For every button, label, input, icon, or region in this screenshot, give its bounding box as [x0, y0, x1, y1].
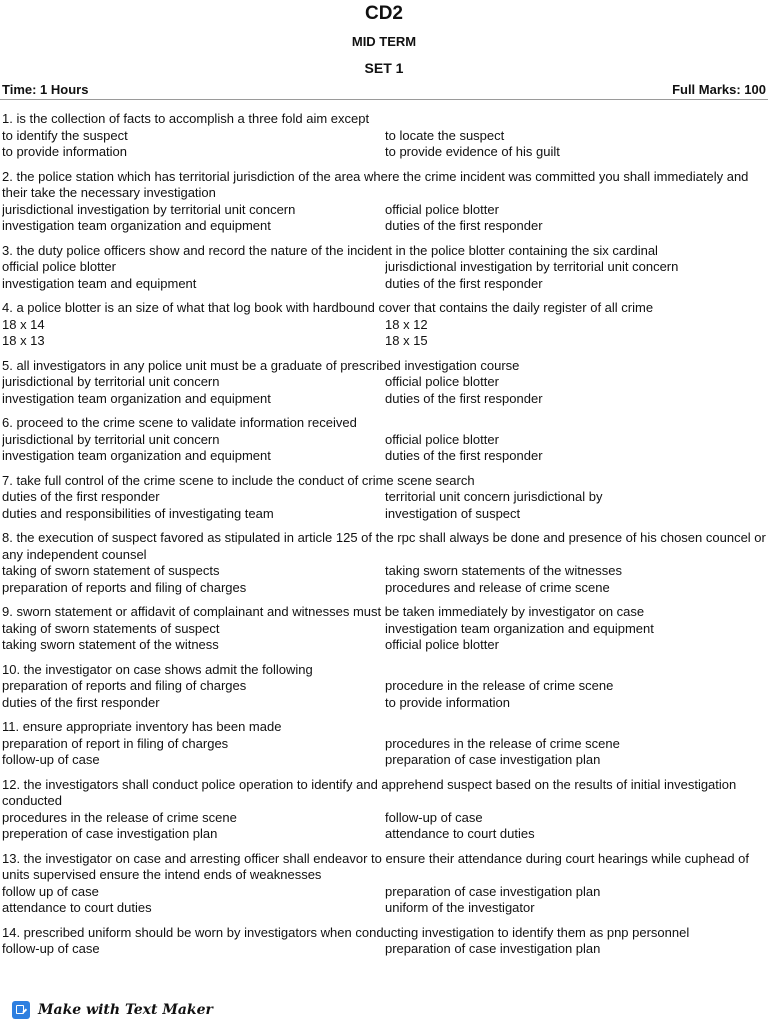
question-item [2, 358, 766, 408]
answer-option: to provide information [385, 694, 511, 710]
answer-option: taking of sworn statements of suspect [2, 620, 220, 636]
answer-option: procedures in the release of crime scene [2, 809, 237, 825]
exam-subtitle: MID TERM [351, 34, 417, 49]
full-marks-label: Full Marks: 100 [672, 82, 766, 97]
answer-option: to provide information [2, 144, 128, 159]
answer-option: jurisdictional investigation by territorial unit concern [385, 259, 679, 274]
answer-options [2, 678, 766, 711]
answer-option: investigation team organization and equipment [2, 448, 271, 463]
answer-option: investigation team organization and equipment [385, 620, 654, 636]
answer-option: 18 x 13 [2, 333, 45, 348]
question-item [2, 662, 766, 712]
answer-option: procedures in the release of crime scene [385, 735, 620, 751]
text-maker-footer[interactable] [12, 1000, 213, 1020]
footer-text: Make with Text Maker [38, 1002, 213, 1018]
time-label: Time: 1 Hours [2, 82, 89, 97]
answer-options [2, 259, 766, 292]
answer-option: jurisdictional by territorial unit concern [2, 374, 220, 389]
answer-option: 18 x 12 [385, 316, 428, 332]
question-text: 13. the investigator on case and arresting officer shall endeavor to ensure their attendance during court hearings while cuphead of units supervised ensure the intend ends of weaknesses [2, 850, 750, 882]
exam-set: SET 1 [364, 60, 404, 76]
question-item [2, 473, 766, 523]
answer-options [2, 202, 766, 235]
question-item [2, 925, 766, 958]
answer-option: official police blotter [385, 201, 499, 217]
answer-option: preparation of report in filing of charges [2, 735, 229, 751]
answer-option: official police blotter [2, 259, 116, 274]
answer-option: territorial unit concern jurisdictional by [385, 489, 603, 504]
answer-option: preparation of case investigation plan [385, 752, 601, 767]
question-item [2, 415, 766, 465]
question-text: 1. is the collection of facts to accomplish a three fold aim except [2, 111, 370, 126]
answer-options [2, 317, 766, 350]
answer-options [2, 563, 766, 596]
question-text: 10. the investigator on case shows admit the following [2, 661, 313, 677]
question-text: 5. all investigators in any police unit must be a graduate of prescribed investigation course [2, 357, 520, 373]
answer-options [2, 374, 766, 407]
answer-option: duties of the first responder [385, 390, 543, 406]
answer-option: investigation team and equipment [2, 275, 197, 291]
exam-meta-row [0, 81, 768, 100]
question-item [2, 530, 766, 596]
answer-option: official police blotter [385, 637, 499, 652]
question-text: 2. the police station which has territorial jurisdiction of the area where the crime incident was committed you shall immediately and their take the necessary investigation [2, 168, 749, 200]
answer-options [2, 884, 766, 917]
answer-option: jurisdictional investigation by territorial unit concern [2, 201, 296, 217]
answer-option: duties of the first responder [385, 275, 543, 291]
document-header [0, 0, 768, 80]
answer-option: follow-up of case [385, 809, 483, 825]
answer-option: duties of the first responder [2, 694, 160, 710]
question-list [0, 111, 768, 958]
answer-option: to locate the suspect [385, 127, 505, 143]
page-title: CD2 [364, 3, 403, 24]
answer-option: attendance to court duties [385, 826, 535, 841]
answer-option: taking of sworn statement of suspects [2, 563, 220, 578]
answer-option: attendance to court duties [2, 900, 152, 915]
answer-option: duties of the first responder [385, 448, 543, 463]
answer-options [2, 736, 766, 769]
answer-option: to identify the suspect [2, 127, 128, 143]
question-text: 4. a police blotter is an size of what that log book with hardbound cover that contains the daily register of all crime [2, 300, 654, 315]
question-text: 3. the duty police officers show and record the nature of the incident in the police blotter containing the six cardinal [2, 242, 658, 258]
answer-option: investigation of suspect [385, 505, 521, 521]
answer-option: taking sworn statement of the witness [2, 637, 219, 652]
answer-option: follow-up of case [2, 752, 100, 767]
answer-options [2, 941, 766, 958]
answer-option: follow-up of case [2, 941, 100, 956]
answer-option: procedure in the release of crime scene [385, 678, 614, 693]
question-text: 14. prescribed uniform should be worn by investigators when conducting investigation to identify them as pnp personnel [2, 924, 690, 940]
question-item [2, 719, 766, 769]
question-text: 12. the investigators shall conduct police operation to identify and apprehend suspect based on the results of initial investigation conducted [2, 776, 737, 808]
answer-option: to provide evidence of his guilt [385, 144, 560, 159]
question-item [2, 300, 766, 350]
answer-option: 18 x 15 [385, 333, 428, 348]
answer-option: uniform of the investigator [385, 900, 535, 915]
answer-options [2, 432, 766, 465]
answer-option: follow up of case [2, 883, 99, 899]
answer-option: preparation of case investigation plan [385, 941, 601, 956]
answer-option: duties of the first responder [385, 218, 543, 233]
answer-option: procedures and release of crime scene [385, 579, 610, 595]
question-text: 8. the execution of suspect favored as stipulated in article 125 of the rpc shall always be done and presence of his chosen councel or any independent counsel [2, 530, 766, 562]
answer-option: preperation of case investigation plan [2, 826, 218, 841]
answer-option: taking sworn statements of the witnesses [385, 563, 623, 578]
question-text: 7. take full control of the crime scene to include the conduct of crime scene search [2, 472, 475, 488]
answer-option: preparation of case investigation plan [385, 883, 601, 899]
answer-option: preparation of reports and filing of charges [2, 678, 247, 693]
answer-option: duties and responsibilities of investigating team [2, 505, 274, 521]
question-item [2, 851, 766, 917]
question-item [2, 111, 766, 161]
answer-options [2, 810, 766, 843]
answer-option: official police blotter [385, 374, 499, 389]
answer-option: 18 x 14 [2, 316, 45, 332]
question-text: 11. ensure appropriate inventory has been made [2, 719, 282, 734]
answer-option: investigation team organization and equipment [2, 390, 271, 406]
answer-options [2, 621, 766, 654]
answer-options [2, 128, 766, 161]
text-maker-logo-icon [12, 1001, 30, 1019]
answer-option: preparation of reports and filing of charges [2, 579, 247, 595]
answer-options [2, 489, 766, 522]
question-item [2, 604, 766, 654]
question-item [2, 243, 766, 293]
question-item [2, 169, 766, 235]
question-item [2, 777, 766, 843]
question-text: 9. sworn statement or affidavit of complainant and witnesses must be taken immediately by investigator on case [2, 604, 645, 619]
answer-option: duties of the first responder [2, 489, 160, 504]
answer-option: jurisdictional by territorial unit concern [2, 431, 220, 447]
question-text: 6. proceed to the crime scene to validate information received [2, 415, 357, 430]
answer-option: official police blotter [385, 431, 499, 447]
answer-option: investigation team organization and equipment [2, 218, 271, 233]
